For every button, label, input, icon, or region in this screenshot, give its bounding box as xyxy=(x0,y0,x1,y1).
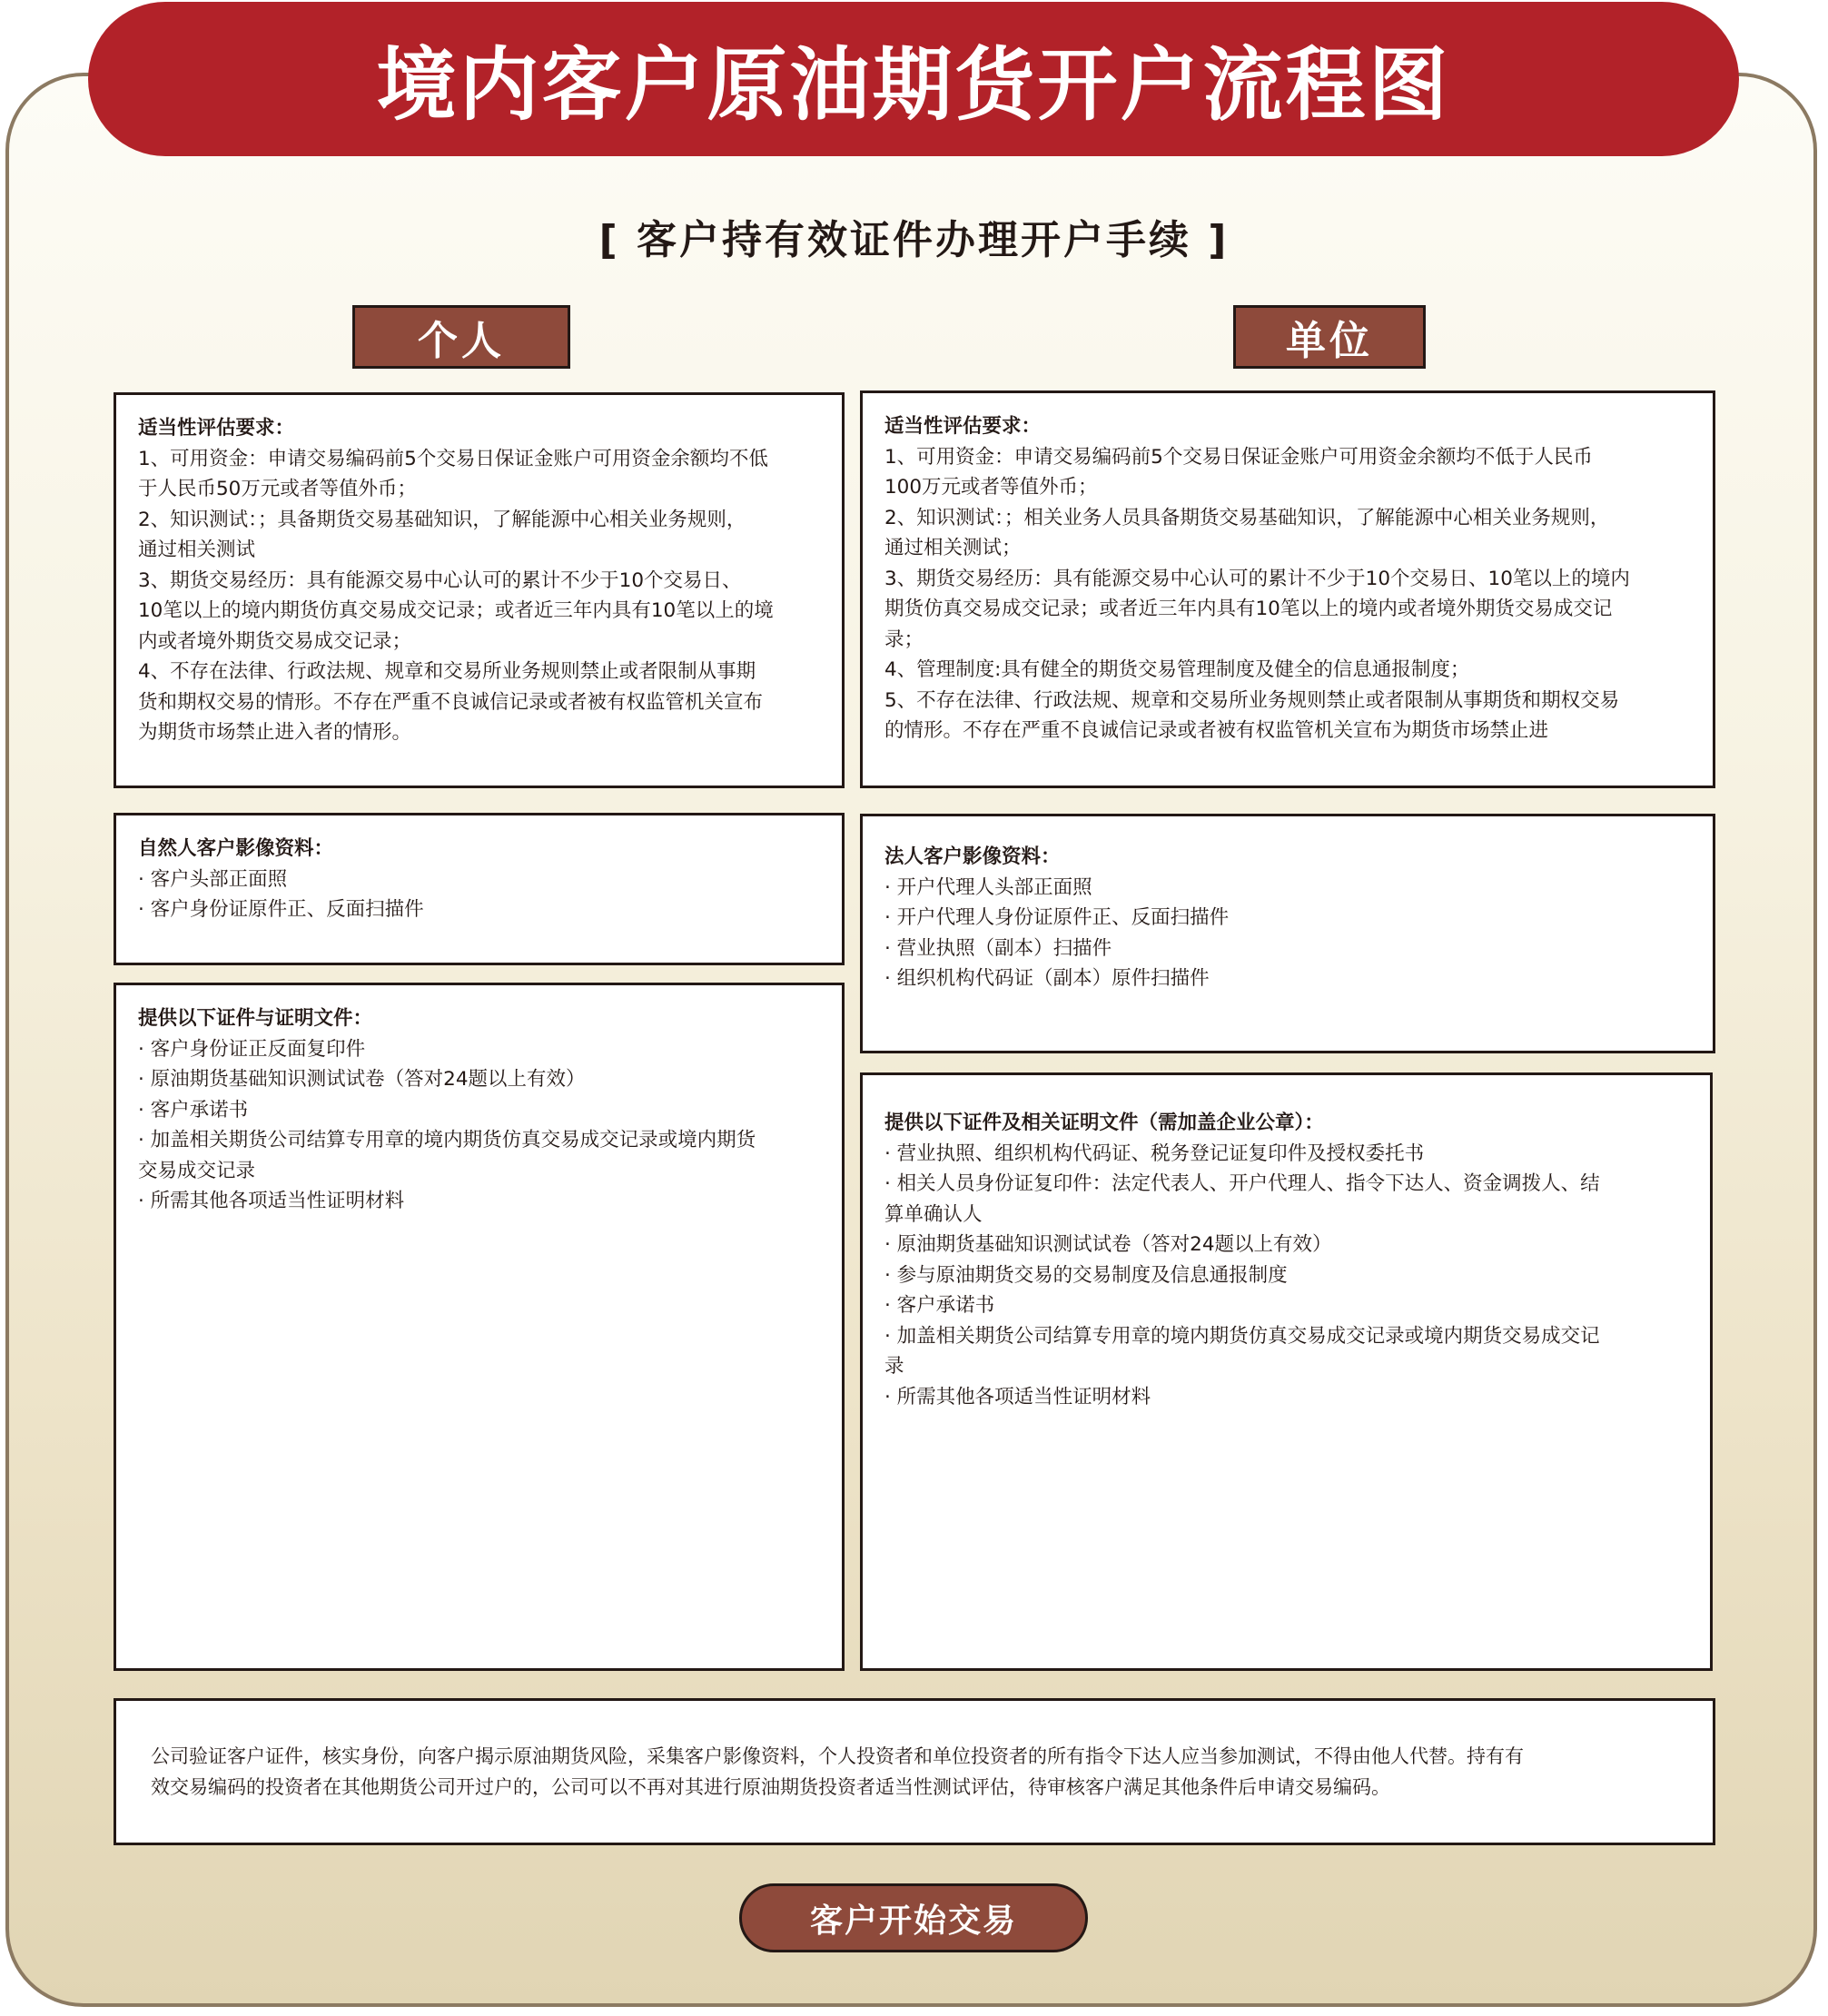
verification-note-box xyxy=(114,1698,1715,1845)
title-banner xyxy=(88,2,1739,156)
institution-documents-box xyxy=(860,1072,1713,1671)
list-item: · 加盖相关期货公司结算专用章的境内期货仿真交易成交记录或境内期货交易成交记 xyxy=(884,1324,1600,1348)
list-item: · 开户代理人头部正面照 xyxy=(884,875,1092,899)
list-item: · 加盖相关期货公司结算专用章的境内期货仿真交易成交记录或境内期货 xyxy=(138,1129,756,1151)
individual-requirements-heading: 适当性评估要求： xyxy=(138,417,295,440)
list-item: 交易成交记录 xyxy=(138,1159,256,1182)
requirement-line: 通过相关测试 xyxy=(138,539,256,561)
requirement-line: 3、期货交易经历：具有能源交易中心认可的累计不少于10个交易日、10笔以上的境内 xyxy=(884,567,1630,590)
requirement-line: 1、可用资金：申请交易编码前5个交易日保证金账户可用资金余额均不低 xyxy=(138,447,768,470)
list-item: · 组织机构代码证（副本）原件扫描件 xyxy=(884,967,1210,990)
list-item: 录 xyxy=(884,1355,904,1378)
individual-images-heading: 自然人客户影像资料： xyxy=(138,837,334,860)
requirement-line: 1、可用资金：申请交易编码前5个交易日保证金账户可用资金余额均不低于人民币 xyxy=(884,445,1593,469)
list-item: · 参与原油期货交易的交易制度及信息通报制度 xyxy=(884,1263,1288,1287)
requirement-line: 期货仿真交易成交记录；或者近三年内具有10笔以上的境内或者境外期货交易成交记 xyxy=(884,598,1613,620)
requirement-line: 5、不存在法律、行政法规、规章和交易所业务规则禁止或者限制从事期货和期权交易 xyxy=(884,688,1620,712)
note-line: 效交易编码的投资者在其他期货公司开过户的，公司可以不再对其进行原油期货投资者适当性测试评估，待审核客户满足其他条件后申请交易编码。 xyxy=(151,1776,1390,1798)
requirement-line: 内或者境外期货交易成交记录； xyxy=(138,629,412,653)
subtitle: [ 客户持有效证件办理开户手续 ] xyxy=(598,217,1230,263)
list-item: · 原油期货基础知识测试试卷（答对24题以上有效） xyxy=(138,1068,586,1091)
institution-requirements-heading: 适当性评估要求： xyxy=(884,415,1042,438)
list-item: · 所需其他各项适当性证明材料 xyxy=(138,1190,405,1212)
list-item: · 客户身份证原件正、反面扫描件 xyxy=(138,898,424,921)
requirement-line: 4、管理制度:具有健全的期货交易管理制度及健全的信息通报制度； xyxy=(884,658,1470,681)
requirement-line: 100万元或者等值外币； xyxy=(884,476,1098,499)
list-item: · 相关人员身份证复印件：法定代表人、开户代理人、指令下达人、资金调拨人、结 xyxy=(884,1172,1600,1195)
list-item: 算单确认人 xyxy=(884,1202,983,1226)
individual-documents-heading: 提供以下证件与证明文件： xyxy=(138,1007,373,1030)
requirement-line: 的情形。不存在严重不良诚信记录或者被有权监管机关宣布为期货市场禁止进 xyxy=(884,719,1549,742)
page-title: 境内客户原油期货开户流程图 xyxy=(376,38,1451,132)
requirement-line: 4、不存在法律、行政法规、规章和交易所业务规则禁止或者限制从事期 xyxy=(138,660,756,683)
individual-column-label: 个人 xyxy=(352,305,570,369)
list-item: · 原油期货基础知识测试试卷（答对24题以上有效） xyxy=(884,1233,1332,1256)
requirement-line: 10笔以上的境内期货仿真交易成交记录；或者近三年内具有10笔以上的境 xyxy=(138,599,774,622)
individual-images-box xyxy=(114,813,845,965)
list-item: · 客户头部正面照 xyxy=(138,867,288,891)
requirement-line: 通过相关测试； xyxy=(884,537,1022,559)
institution-images-box xyxy=(860,814,1715,1053)
individual-requirements-box xyxy=(114,392,845,788)
requirement-line: 为期货市场禁止进入者的情形。 xyxy=(138,721,412,744)
requirement-line: 货和期权交易的情形。不存在严重不良诚信记录或者被有权监管机关宣布 xyxy=(138,690,764,714)
list-item: · 营业执照（副本）扫描件 xyxy=(884,936,1112,960)
requirement-line: 于人民币50万元或者等值外币； xyxy=(138,478,417,500)
institution-requirements-box xyxy=(860,390,1715,788)
institution-images-heading: 法人客户影像资料： xyxy=(884,845,1061,868)
list-item: · 开户代理人身份证原件正、反面扫描件 xyxy=(884,906,1230,929)
requirement-line: 2、知识测试：；相关业务人员具备期货交易基础知识，了解能源中心相关业务规则， xyxy=(884,506,1610,529)
institution-column-label: 单位 xyxy=(1233,305,1426,369)
start-trading-step: 客户开始交易 xyxy=(739,1883,1088,1952)
list-item: · 客户承诺书 xyxy=(884,1294,995,1317)
list-item: · 营业执照、组织机构代码证、税务登记证复印件及授权委托书 xyxy=(884,1141,1425,1165)
list-item: · 客户承诺书 xyxy=(138,1098,249,1122)
institution-documents-heading: 提供以下证件及相关证明文件（需加盖企业公章）： xyxy=(884,1112,1324,1134)
individual-documents-box xyxy=(114,983,845,1671)
note-line: 公司验证客户证件，核实身份，向客户揭示原油期货风险，采集客户影像资料，个人投资者和单位投资者的所有指令下达人应当参加测试，不得由他人代替。持有有 xyxy=(151,1745,1524,1767)
requirement-line: 录； xyxy=(884,628,924,651)
list-item: · 所需其他各项适当性证明材料 xyxy=(884,1385,1151,1408)
requirement-line: 3、期货交易经历：具有能源交易中心认可的累计不少于10个交易日、 xyxy=(138,568,742,592)
list-item: · 客户身份证正反面复印件 xyxy=(138,1037,366,1061)
requirement-line: 2、知识测试：；具备期货交易基础知识，了解能源中心相关业务规则， xyxy=(138,508,746,531)
